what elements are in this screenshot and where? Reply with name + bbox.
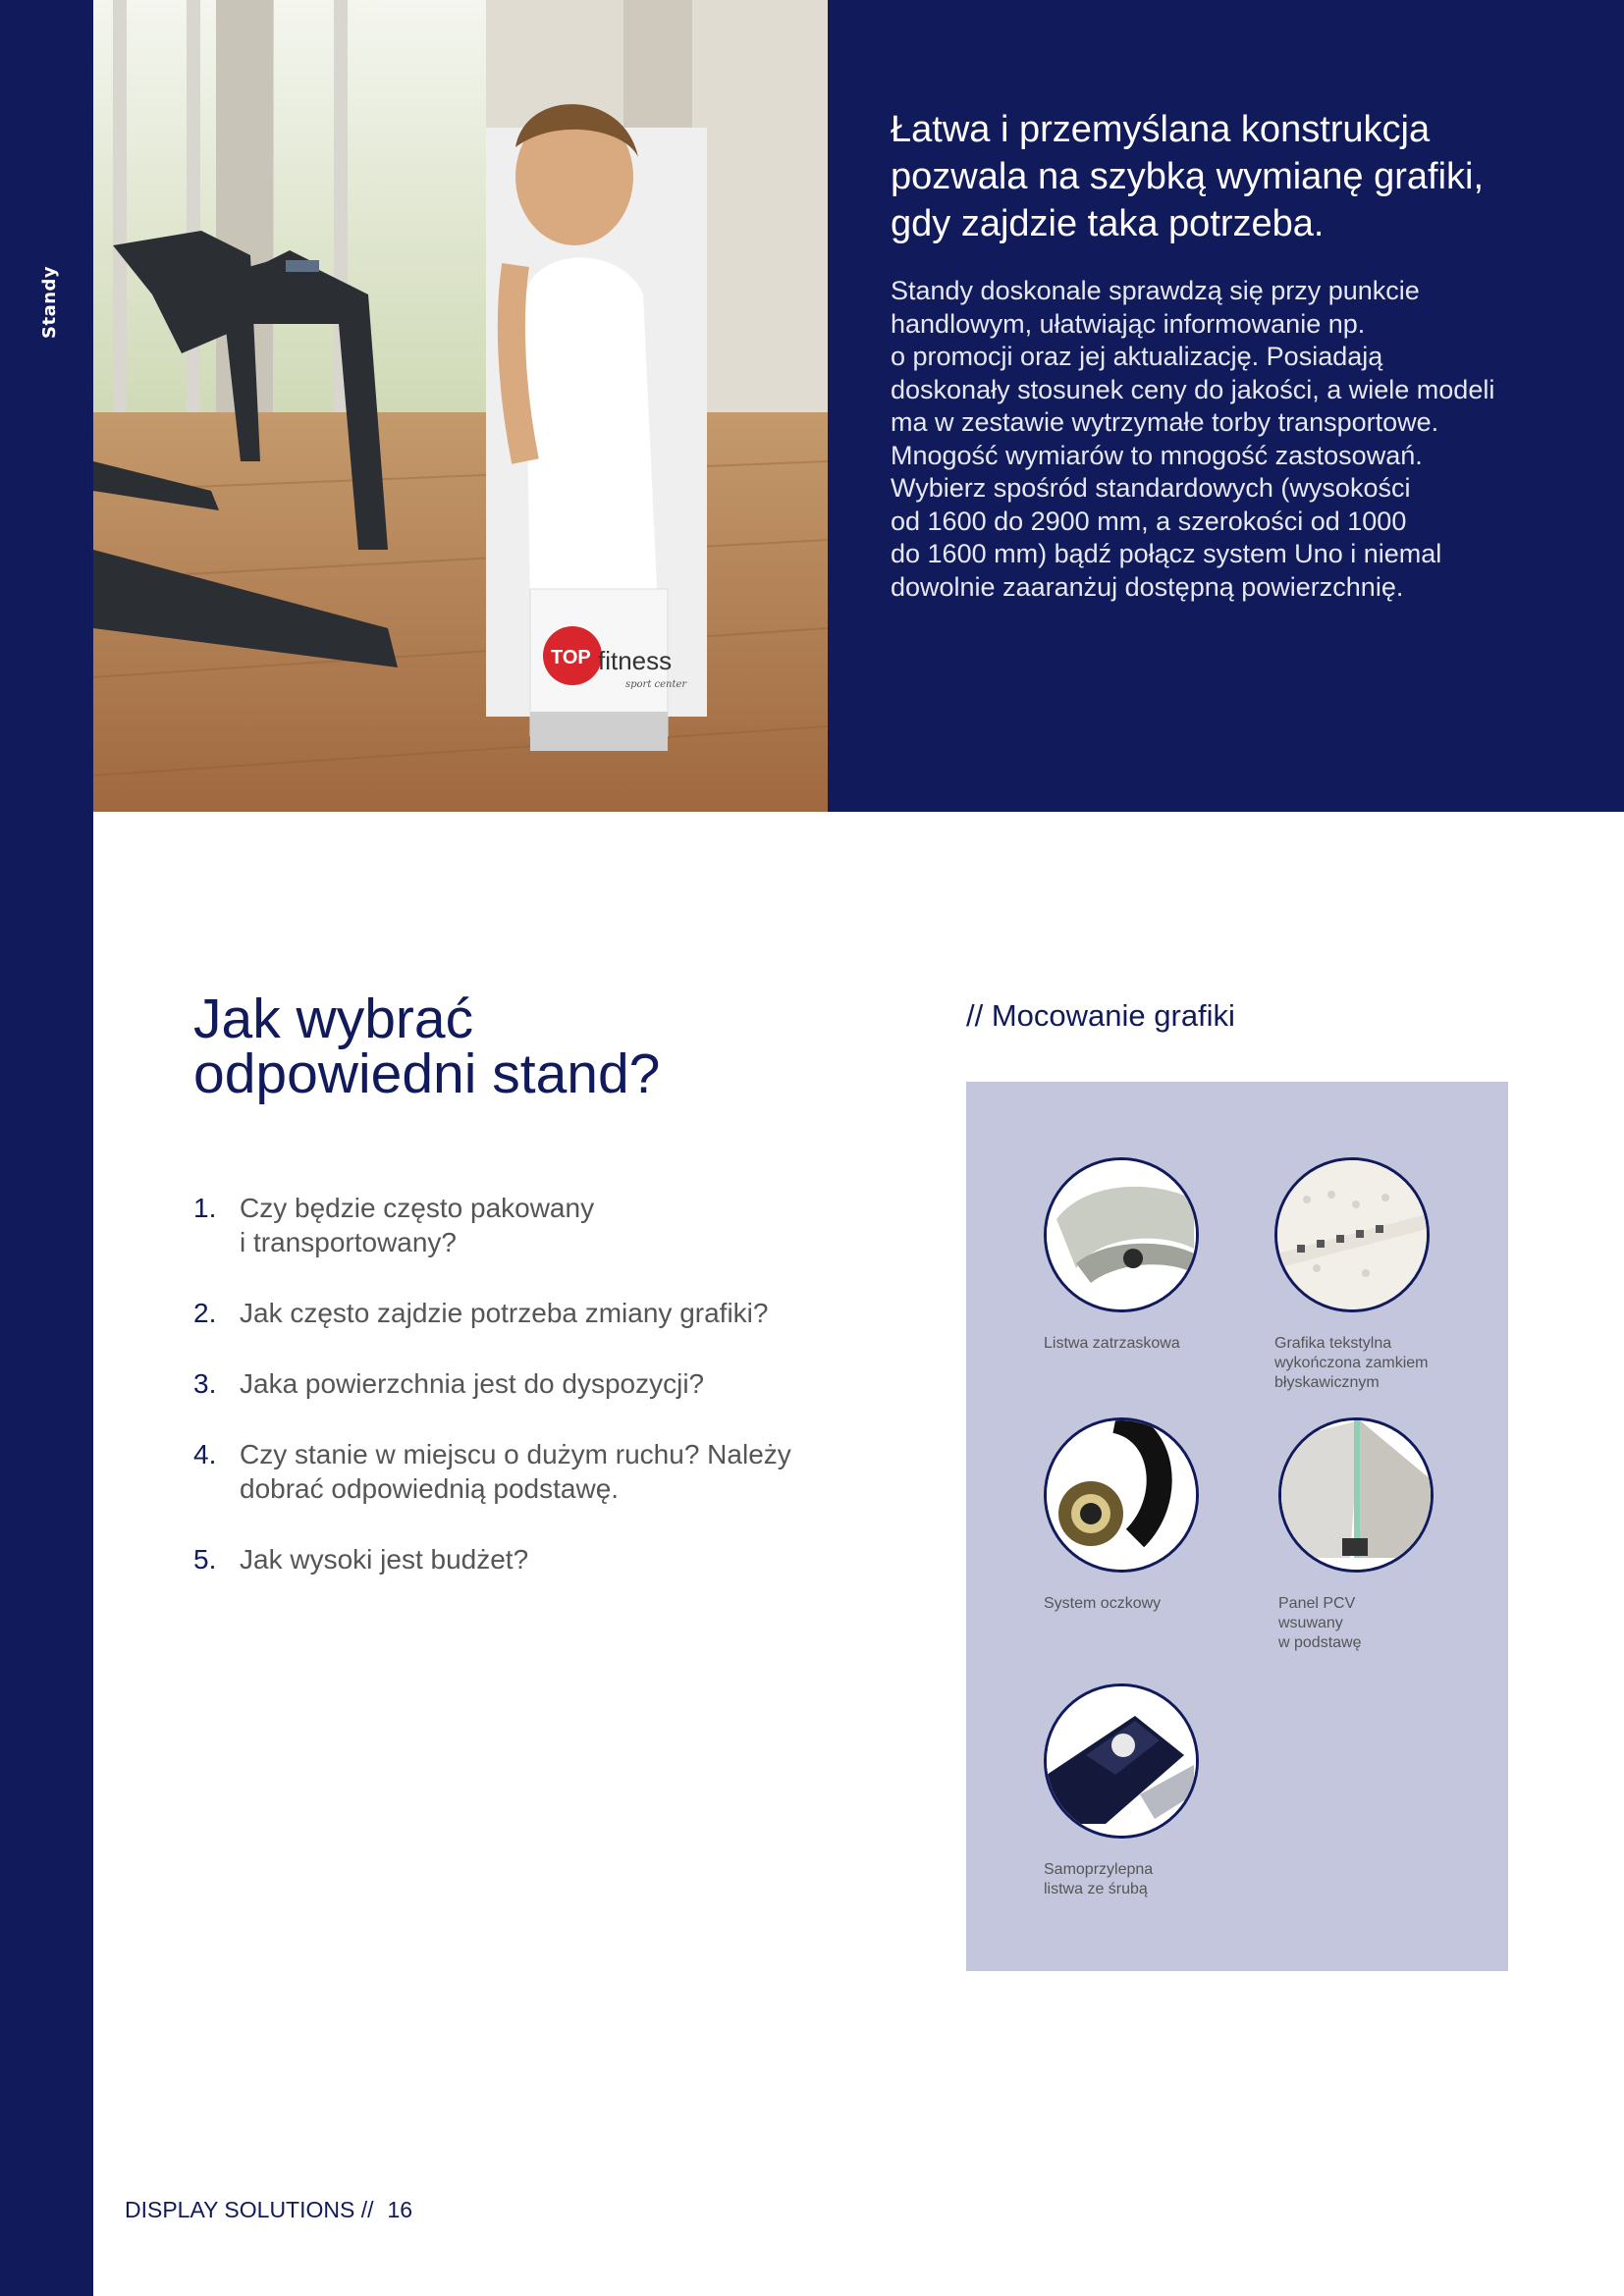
mounting-title: // Mocowanie grafiki [966, 998, 1235, 1033]
mount-item-zip-graphic [1274, 1157, 1471, 1393]
mounting-panel [966, 1082, 1508, 1971]
question-text: Czy będzie często pakowany i transportowany? [240, 1193, 595, 1257]
question-number: 5. [193, 1544, 217, 1575]
photo-logo-brand: TOP [551, 647, 591, 668]
mount-item-snap-rail [1044, 1157, 1240, 1354]
pvc-panel-image [1278, 1417, 1434, 1573]
mount-item-adhesive-rail [1044, 1683, 1240, 1899]
photo-logo-name: fitness [598, 646, 673, 675]
question-text: Jak wysoki jest budżet? [240, 1544, 529, 1575]
question-item [193, 1366, 861, 1401]
footer [125, 2197, 412, 2223]
question-item [193, 1542, 861, 1576]
hero-heading: Łatwa i przemyślana konstrukcja pozwala na szybką wymianę grafiki, gdy zajdzie taka potrzeba. [891, 109, 1485, 244]
question-item [193, 1296, 861, 1330]
question-text: Jaka powierzchnia jest do dyspozycji? [240, 1368, 705, 1399]
question-item [193, 1437, 861, 1506]
mount-caption: Grafika tekstylna wykończona zamkiem błyskawicznym [1274, 1335, 1429, 1391]
mount-item-eyelet [1044, 1417, 1240, 1614]
question-text: Czy stanie w miejscu o dużym ruchu? Należy dobrać odpowiednią podstawę. [240, 1439, 791, 1504]
question-number: 4. [193, 1439, 217, 1469]
sidebar-section-label: Standy [39, 265, 60, 339]
hero-photo [93, 0, 828, 812]
questions-list [193, 1191, 861, 1613]
mount-caption: System oczkowy [1044, 1595, 1162, 1612]
mount-caption: Panel PCV wsuwany w podstawę [1278, 1595, 1362, 1651]
section-title: Jak wybrać odpowiedni stand? [193, 988, 661, 1105]
snap-rail-image [1044, 1157, 1199, 1312]
mount-caption: Listwa zatrzaskowa [1044, 1335, 1180, 1352]
hero-body-text: Standy doskonale sprawdzą się przy punkcie handlowym, ułatwiając informowanie np. o promocji oraz jej aktualizację. Posiadają doskonały stosunek ceny do jakości, a wiele modeli ma w zestawie wytrzymałe torby transportowe. Mnogość wymiarów to mnogość zastosowań. Wybierz spośród standardowych (wysokości od 1600 do 2900 mm, a szerokości od 1000 do 1600 mm) bądź połącz system Uno i niemal dowolnie zaaranżuj dostępną powierzchnię. [891, 276, 1495, 602]
mount-item-pvc-panel [1278, 1417, 1475, 1653]
zip-graphic-image [1274, 1157, 1430, 1312]
photo-logo-tagline: sport center [625, 679, 687, 690]
sidebar [0, 0, 93, 2296]
eyelet-image [1044, 1417, 1199, 1573]
mount-caption: Samoprzylepna listwa ze śrubą [1044, 1861, 1154, 1897]
question-number: 1. [193, 1193, 217, 1223]
question-number: 2. [193, 1298, 217, 1328]
question-item [193, 1191, 861, 1259]
page-number: 16 [387, 2197, 413, 2222]
footer-label: DISPLAY SOLUTIONS // [125, 2197, 374, 2222]
question-number: 3. [193, 1368, 217, 1399]
hero-panel [828, 0, 1624, 812]
question-text: Jak często zajdzie potrzeba zmiany grafiki? [240, 1298, 769, 1328]
adhesive-rail-image [1044, 1683, 1199, 1839]
